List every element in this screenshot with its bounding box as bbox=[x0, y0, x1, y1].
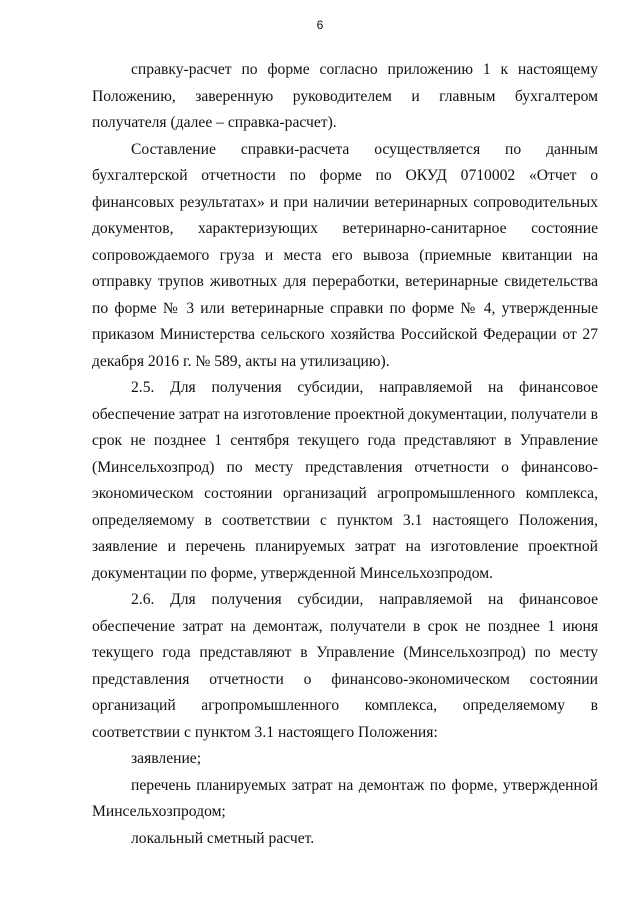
list-item-application: заявление; bbox=[131, 750, 202, 767]
document-body bbox=[92, 57, 598, 852]
paragraph-2-5: 2.5. Для получения субсидии, направляемой на финансовое обеспечение затрат на изготовление проектной документации, получатели в срок не позднее 1 сентября текущего года представляют в Управление (Минсельхозпрод) по месту представления отчетности о финансово-экономическом состоянии организаций агропромышленного комплекса, определяемому в соответствии с пунктом 3.1 настоящего Положения, заявление и перечень планируемых затрат на изготовление проектной документации по форме, утвержденной Минсельхозпродом. bbox=[92, 379, 598, 582]
list-item-estimate: локальный сметный расчет. bbox=[131, 829, 315, 847]
paragraph-certificate-preparation: Составление справки-расчета осуществляется по данным бухгалтерской отчетности по форме по ОКУД 0710002 «Отчет о финансовых результатах» и при наличии ветеринарных сопроводительных документов, характеризующих ветеринарно-санитарное состояние сопровождаемого груза и места его вывоза (приемные квитанции на отправку трупов животных для переработки, ветеринарные свидетельства по форме № 3 или ветеринарные справки по форме № 4, утвержденные приказом Министерства сельского хозяйства Российской Федерации от 27 декабря 2016 г. № 589, акты на утилизацию). bbox=[92, 140, 598, 370]
list-item-cost-list: перечень планируемых затрат на демонтаж по форме, утвержденной Минсельхозпродом; bbox=[92, 776, 598, 820]
page-number: 6 bbox=[316, 18, 324, 32]
paragraph-2-6: 2.6. Для получения субсидии, направляемой на финансовое обеспечение затрат на демонтаж, получатели в срок не позднее 1 июня текущего года представляют в Управление (Минсельхозпрод) по месту представления отчетности о финансово-экономическом состоянии организаций агропромышленного комплекса, определяемому в соответствии с пунктом 3.1 настоящего Положения: bbox=[92, 591, 598, 741]
paragraph-certificate: справку-расчет по форме согласно приложению 1 к настоящему Положению, заверенную руководителем и главным бухгалтером получателя (далее – справка-расчет). bbox=[92, 61, 598, 131]
